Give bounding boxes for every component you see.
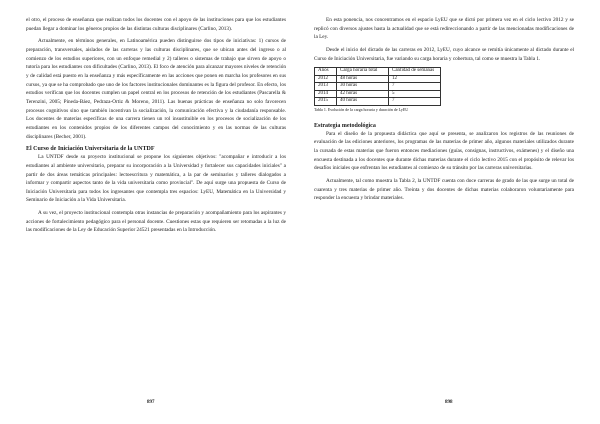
table-row	[315, 98, 441, 106]
right-paragraph-2: Desde el inicio del dictado de las carreras en 2012, LyEU, cuyo alcance se remitía únicamente al dictado durante el Curso de Iniciación Universitaria, fue variando su carga horaria y cobertura, tal como se muestra la Tabla 1.	[314, 46, 574, 62]
table-cell: 2014	[315, 90, 337, 98]
left-paragraph-4: A su vez, el proyecto institucional contempla otras instancias de preparación y acompañamiento para los aspirantes y acciones de fortalecimiento pedagógico para el personal docente. Cuestiones estas que requieren ser retomadas a la luz de las modificaciones de la Ley de Educación Superior 24521 presentadas en la Introducción.	[26, 210, 286, 234]
table-row	[315, 90, 441, 98]
table-cell: 42 horas	[337, 90, 389, 98]
table-cell: 5	[389, 90, 441, 98]
table-cell: 40 horas	[337, 98, 389, 106]
left-page-number: 897	[147, 400, 155, 405]
hours-table	[314, 67, 441, 106]
table-row	[315, 75, 441, 83]
left-page	[26, 16, 286, 416]
left-section-heading: El Curso de Iniciación Universitaria de la UNTDF	[26, 146, 155, 153]
table-cell: 48 horas	[337, 75, 389, 83]
left-paragraph-3: La UNTDF desde su proyecto institucional se propone los siguientes objetivos: "acompañar e introducir a los estudiantes al ambiente universitario, preparar su incorporación a la Universidad y fortalecer sus capacidades iniciales" a partir de dos áreas temáticas principales: lectoescritura y matemática, a la par de seminarios y talleres dialogados a informar y compartir aspectos tanto de la vida universitaria como provincial". De aquí surge una propuesta de Curso de Iniciación Universitaria para todos los ingresantes que contempla tres espacios: LyEU, Matemática en la Universidad y Seminario de Iniciación a la Vida Universitaria.	[26, 154, 286, 204]
table-cell: 2015	[315, 98, 337, 106]
table-cell: 7	[389, 83, 441, 91]
right-paragraph-1: En esta ponencia, nos concentramos en el espacio LyEU que se dictó por primera vez en el ciclo lectivo 2012 y se replicó con diversos ajustes hasta la actualidad que se está redireccionando a partir de las mencionadas modificaciones de la Ley.	[314, 17, 574, 41]
table-header-cell: Carga horaria total	[337, 68, 389, 76]
right-section-heading: Estrategia metodológica	[314, 122, 376, 129]
table-header-cell: Cantidad de semanas	[389, 68, 441, 76]
table-cell: 2012	[315, 75, 337, 83]
table-header-row	[315, 68, 441, 76]
table-row	[315, 83, 441, 91]
table-caption: Tabla 1. Evolución de la carga horaria y duración de LyEU	[314, 106, 409, 112]
left-paragraph-1: el otro, el proceso de enseñanza que realizan todos los docentes con el apoyo de las instituciones para que los estudiantes puedan llegar a dominar los géneros propios de las distintas culturas disciplinares (Carlino, 2013).	[26, 17, 286, 32]
left-paragraph-2: Actualmente, en términos generales, en Latinoamérica pueden distinguirse dos tipos de iniciativas: 1) cursos de preparación, transversales, aislados de las carreras y las culturas disciplinares, que se ubican antes del ingreso o al comienzo de los estudios superiores, con un enfoque remedial y 2) talleres o sistemas de trabajo que sirven de apoyo o tutoría para los estudiantes con dificultades (Carlino, 2013). El foco de atención para alcanzar mayores niveles de retención y de calidad está puesto en la enseñanza y más específicamente en las acciones que ponen en marcha los profesores en sus cursos, ya que se ha comprobado que uno de los factores institucionales dominantes es la figura del profesor. En efecto, los estudios verifican que los docentes cumplen un papel central en los procesos de retención de los estudiantes (Pascarella & Terenzini, 2005; Pineda-Báez, Pedraza-Ortiz & Moreno, 2011). Las buenas prácticas de enseñanza no solo favorecen procesos cognitivos sino que también incentivan la socialización, la comunicación efectiva y la ciudadanía responsable. Los docentes de materias específicas de una carrera tienen un rol insustituible en los procesos de socialización de los estudiantes en los contenidos propios de los diferentes campos del conocimiento y en las normas de las culturas disciplinares (Becher, 2001).	[26, 38, 286, 140]
right-paragraph-3: Para el diseño de la propuesta didáctica que aquí se presenta, se analizaron los registros de las reuniones de evaluación de las ediciones anteriores, los programas de las materias de primer año, algunos materiales utilizados durante la cursada de estas materias que fueron entonces mediaciones (guías, consignas, instructivos, exámenes) y el diseño una encuesta destinada a los docentes que durante dichas materias durante el ciclo lectivo 2015 con el propósito de relevar los desafíos iniciales que enfrentan los estudiantes al comienzo de su tránsito por las carreras universitarias.	[314, 130, 574, 172]
table-cell: 2013	[315, 83, 337, 91]
table-cell: 30 horas	[337, 83, 389, 91]
right-page-number: 898	[445, 400, 453, 405]
right-paragraph-4: Actualmente, tal como muestra la Tabla 2, la UNTDF cuenta con doce carreras de grado de las que surge un total de cuarenta y tres materias de primer año. Treinta y dos docentes de dichas materias colaboraron voluntariamente para responder la encuesta y brindar materiales.	[314, 178, 574, 202]
table-cell: 7	[389, 98, 441, 106]
table-cell: 12	[389, 75, 441, 83]
table-header-cell: Años	[315, 68, 337, 76]
right-page	[314, 16, 574, 416]
